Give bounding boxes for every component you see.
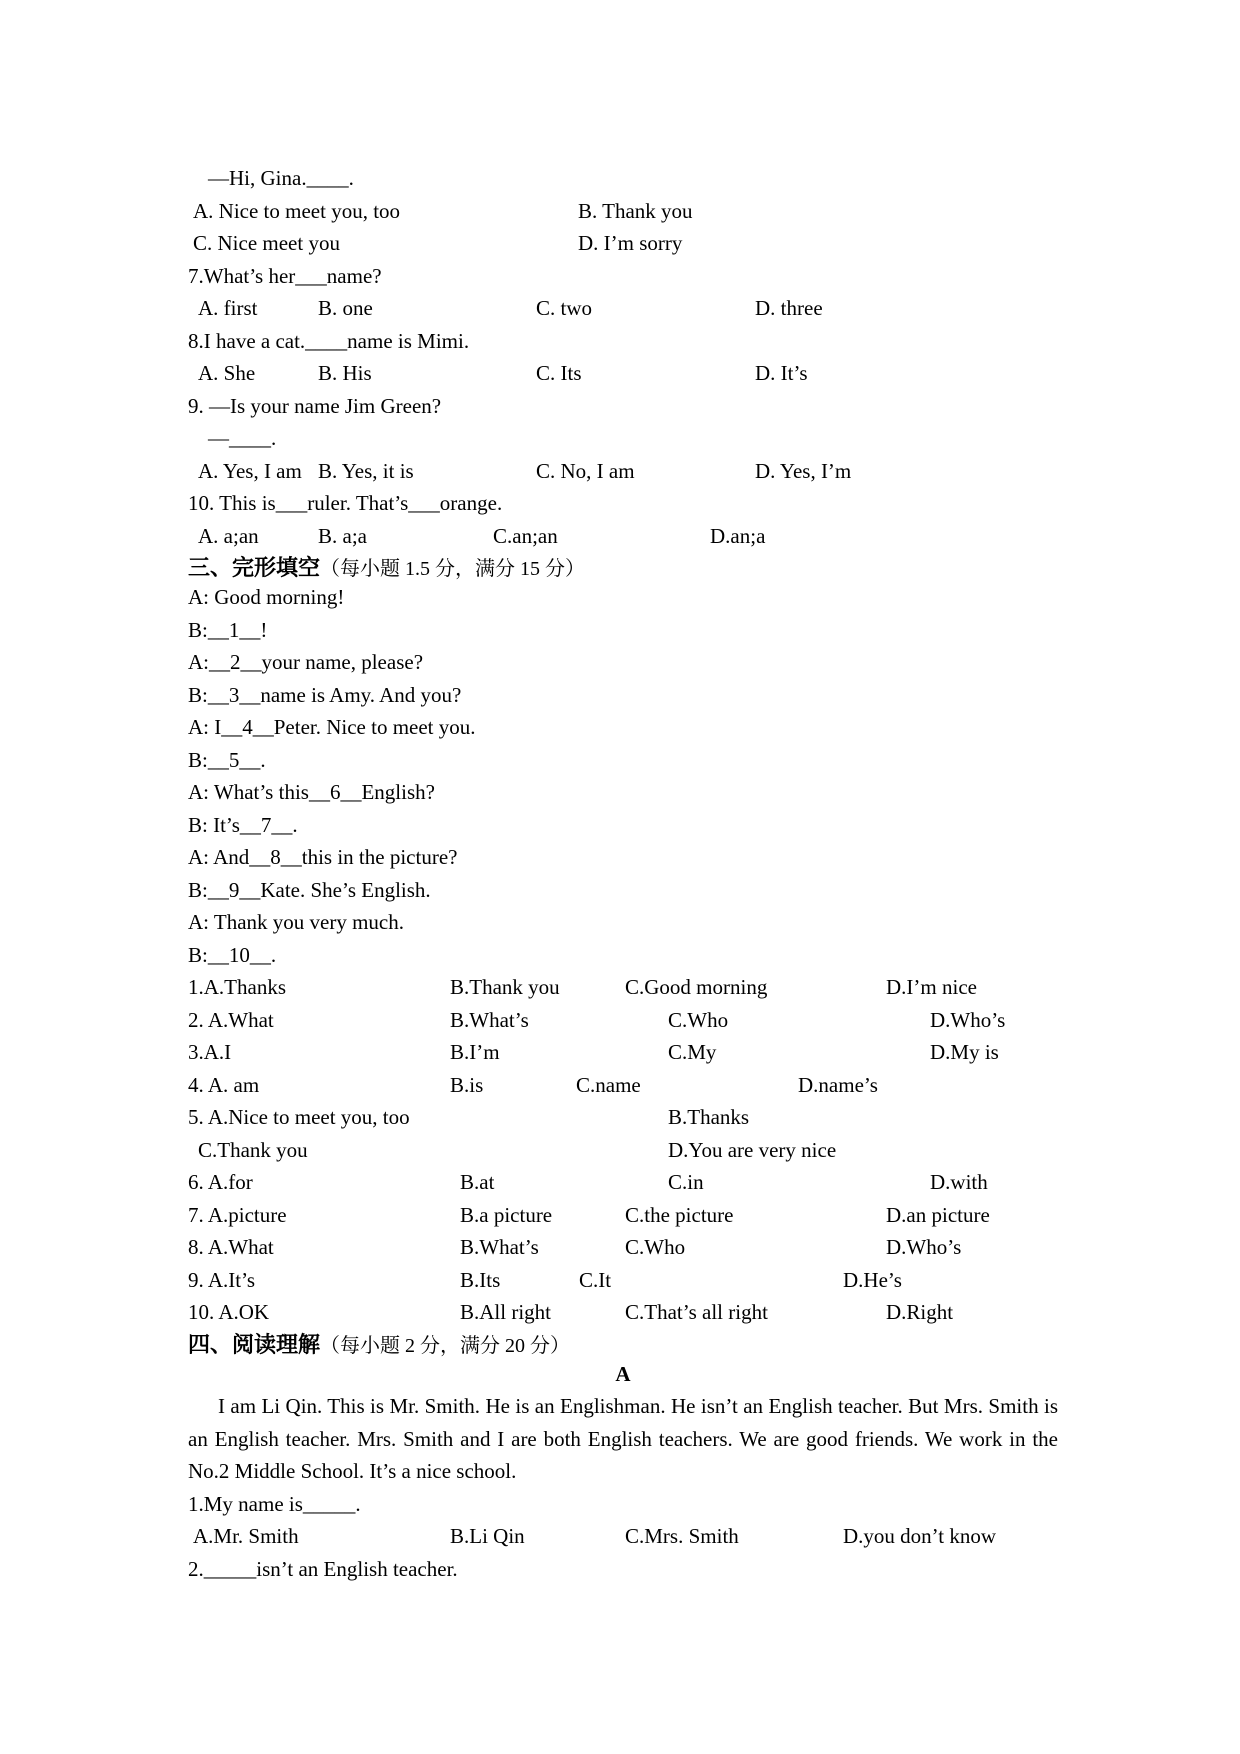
option-b: B.Its — [460, 1267, 501, 1292]
option-a: A. Yes, I am — [198, 458, 302, 483]
dialogue-text: A: Good morning! — [188, 585, 345, 609]
dialogue-line — [188, 809, 1058, 842]
option-d: D.Right — [886, 1300, 954, 1324]
passage-label: A — [615, 1361, 631, 1386]
dialogue-line — [188, 744, 1058, 777]
option-c: C.It — [579, 1267, 612, 1292]
dialogue-text: A:__2__your name, please? — [188, 650, 424, 674]
option-d: D. Yes, I’m — [755, 458, 852, 483]
option-d: D.with — [930, 1170, 988, 1194]
choice-row — [188, 1296, 1058, 1329]
question-9-options — [188, 455, 1058, 488]
dialogue-line — [188, 874, 1058, 907]
choice-row — [188, 1101, 1058, 1134]
option-c: C. Nice meet you — [193, 231, 340, 255]
option-b: B. His — [318, 361, 372, 385]
option-a: A. She — [198, 361, 256, 385]
question-text: —Hi, Gina.____. — [208, 166, 354, 190]
cloze-dialogue — [188, 581, 1058, 971]
question-text: 10. This is___ruler. That’s___orange. — [188, 491, 503, 515]
option-d: D.an;a — [710, 523, 766, 548]
dialogue-text: B:__10__. — [188, 942, 277, 967]
option-c: C. No, I am — [536, 458, 635, 483]
dialogue-line — [188, 679, 1058, 712]
option-a: 4. A. am — [188, 1072, 260, 1097]
reading-passage: I am Li Qin. This is Mr. Smith. He is an Englishman. He isn’t an English teacher. But Mrs. Smith is an English teacher. Mrs. Smith and I are both English teachers. We are good friends. We work in the No.2 Middle School. It’s a nice school. — [188, 1394, 1058, 1483]
question-text: 9. —Is your name Jim Green? — [188, 393, 442, 418]
dialogue-line — [188, 776, 1058, 809]
option-c: C. Its — [536, 361, 582, 385]
reading-question-2 — [188, 1553, 1058, 1586]
question-text: 8.I have a cat.____name is Mimi. — [188, 328, 470, 353]
option-a: 3.A.I — [188, 1040, 232, 1064]
section-note: （每小题 2 分，满分 20 分） — [320, 1334, 571, 1357]
option-d: D.He’s — [843, 1267, 902, 1292]
option-b: B.What’s — [450, 1007, 529, 1032]
option-d: D. three — [755, 296, 823, 320]
option-b: B. Thank you — [578, 198, 693, 223]
option-d: D.You are very nice — [668, 1137, 837, 1162]
option-a: 9. A.It’s — [188, 1267, 256, 1292]
answer-line: —____. — [208, 426, 277, 450]
question-7-options — [188, 292, 1058, 325]
page-content — [188, 162, 1058, 1585]
option-a: 6. A.for — [188, 1170, 253, 1194]
question-6-options-row-1 — [188, 195, 1058, 228]
choice-row — [188, 1134, 1058, 1167]
option-c: C.Thank you — [198, 1137, 308, 1162]
question-text: 7.What’s her___name? — [188, 263, 382, 288]
choice-row — [188, 1166, 1058, 1199]
option-c: C.My — [668, 1040, 717, 1064]
option-b: B.I’m — [450, 1040, 500, 1064]
option-a: A.Mr. Smith — [193, 1524, 299, 1548]
question-text: 2._____isn’t an English teacher. — [188, 1556, 458, 1581]
option-d: D.Who’s — [886, 1235, 962, 1259]
dialogue-text: B:__5__. — [188, 747, 266, 772]
option-b: B.is — [450, 1072, 484, 1097]
choice-row — [188, 1069, 1058, 1102]
option-b: B. Yes, it is — [318, 458, 414, 483]
option-d: D.Who’s — [930, 1007, 1006, 1032]
option-b: B.Thanks — [668, 1105, 750, 1129]
choice-row — [188, 1036, 1058, 1069]
dialogue-line — [188, 646, 1058, 679]
option-c: C.Good morning — [625, 975, 768, 999]
option-d: D.I’m nice — [886, 975, 977, 999]
question-10-prompt — [188, 487, 1058, 520]
section-4-heading — [188, 1329, 1058, 1358]
option-b: B.Li Qin — [450, 1524, 525, 1548]
section-3-heading — [188, 552, 1058, 581]
choice-row — [188, 971, 1058, 1004]
option-a: A. a;an — [198, 523, 259, 548]
option-d: D. It’s — [755, 361, 808, 385]
dialogue-text: A: And__8__this in the picture? — [188, 845, 458, 869]
option-a: 2. A.What — [188, 1007, 274, 1032]
question-6-options-row-2 — [188, 227, 1058, 260]
question-6-prompt — [188, 162, 1058, 195]
dialogue-line — [188, 841, 1058, 874]
reading-question-1-options — [188, 1520, 1058, 1553]
question-8-options — [188, 357, 1058, 390]
option-b: B.Thank you — [450, 975, 560, 999]
option-b: B. one — [318, 296, 373, 320]
option-b: B.at — [460, 1170, 495, 1194]
reading-question-1 — [188, 1488, 1058, 1521]
choice-row — [188, 1231, 1058, 1264]
option-b: B.What’s — [460, 1235, 539, 1259]
dialogue-text: B:__1__! — [188, 617, 268, 642]
option-b: B.All right — [460, 1300, 552, 1324]
question-7-prompt — [188, 260, 1058, 293]
dialogue-text: A: I__4__Peter. Nice to meet you. — [188, 715, 476, 739]
cloze-choices — [188, 971, 1058, 1329]
option-d: D.an picture — [886, 1202, 990, 1227]
option-a: 10. A.OK — [188, 1300, 270, 1324]
option-a: A. first — [198, 296, 258, 320]
question-text: 1.My name is_____. — [188, 1491, 361, 1516]
option-b: B.a picture — [460, 1202, 553, 1227]
option-d: D. I’m sorry — [578, 231, 683, 255]
question-9-answer-line — [188, 422, 1058, 455]
question-10-options — [188, 520, 1058, 553]
dialogue-text: B:__3__name is Amy. And you? — [188, 682, 462, 707]
option-c: C.Who — [625, 1235, 686, 1259]
option-d: D.name’s — [798, 1072, 878, 1097]
dialogue-line — [188, 906, 1058, 939]
question-9-prompt — [188, 390, 1058, 423]
option-a: 8. A.What — [188, 1235, 274, 1259]
option-c: C.an;an — [493, 523, 558, 548]
option-c: C.Mrs. Smith — [625, 1524, 739, 1548]
dialogue-line — [188, 939, 1058, 972]
section-note: （每小题 1.5 分，满分 15 分） — [320, 558, 586, 580]
dialogue-text: A: What’s this__6__English? — [188, 780, 435, 804]
option-a: 1.A.Thanks — [188, 975, 286, 999]
dialogue-text: A: Thank you very much. — [188, 910, 404, 934]
dialogue-text: B:__9__Kate. She’s English. — [188, 877, 431, 902]
choice-row — [188, 1199, 1058, 1232]
option-c: C.That’s all right — [625, 1300, 768, 1324]
choice-row — [188, 1004, 1058, 1037]
option-a: 5. A.Nice to meet you, too — [188, 1105, 410, 1129]
option-d: D.My is — [930, 1040, 999, 1064]
option-b: B. a;a — [318, 523, 367, 548]
section-title: 三、完形填空 — [188, 556, 321, 581]
option-c: C.name — [576, 1072, 641, 1097]
option-a: 7. A.picture — [188, 1202, 287, 1227]
choice-row — [188, 1264, 1058, 1297]
section-title: 四、阅读理解 — [188, 1332, 321, 1358]
option-c: C.Who — [668, 1007, 729, 1032]
question-8-prompt — [188, 325, 1058, 358]
option-c: C.in — [668, 1170, 704, 1194]
option-a: A. Nice to meet you, too — [193, 198, 401, 223]
dialogue-line — [188, 711, 1058, 744]
option-d: D.you don’t know — [843, 1524, 997, 1548]
dialogue-line — [188, 581, 1058, 614]
option-c: C.the picture — [625, 1202, 734, 1227]
dialogue-line — [188, 614, 1058, 647]
dialogue-text: B: It’s__7__. — [188, 812, 298, 837]
option-c: C. two — [536, 296, 593, 320]
